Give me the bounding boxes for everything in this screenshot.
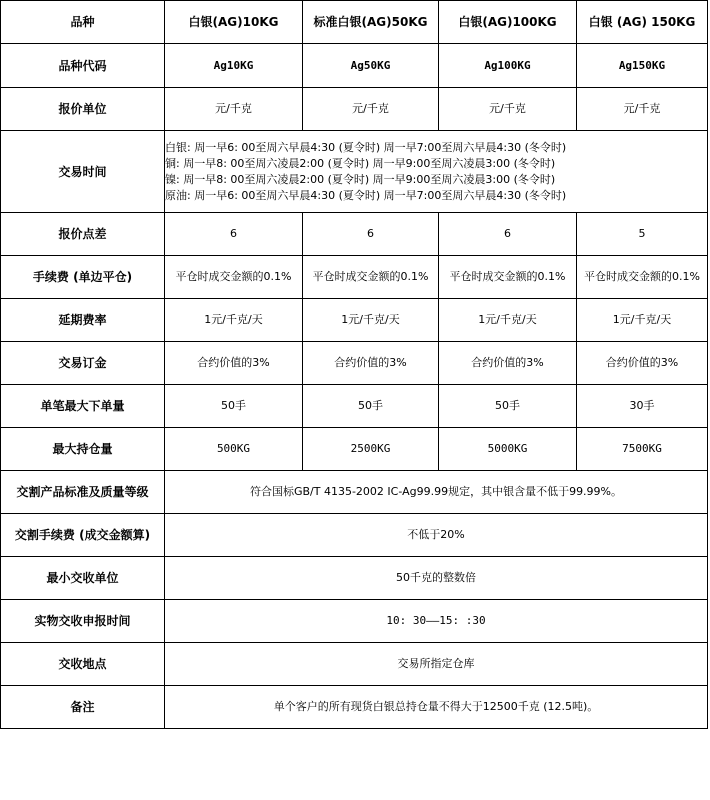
product-code: Ag10KG <box>165 44 303 88</box>
max-position-value: 2500KG <box>303 428 439 471</box>
row-delivery-request-time <box>1 600 708 643</box>
margin-value: 合约价值的3% <box>303 342 439 385</box>
deferral-fee-value: 1元/千克/天 <box>303 299 439 342</box>
trading-hours-line: 白银: 周一早6: 00至周六早晨4:30 (夏令时) 周一早7:00至周六早晨4:30 (冬令时) <box>165 140 567 154</box>
label-deferral-fee: 延期费率 <box>1 299 165 342</box>
label-min-delivery-unit: 最小交收单位 <box>1 557 165 600</box>
max-order-value: 50手 <box>165 385 303 428</box>
product-name: 白银 (AG) 150KG <box>577 1 708 44</box>
commission-value: 平仓时成交金额的0.1% <box>165 256 303 299</box>
row-remarks <box>1 686 708 729</box>
trading-hours-cell <box>165 131 708 213</box>
max-position-value: 500KG <box>165 428 303 471</box>
row-quote-unit <box>1 88 708 131</box>
deferral-fee-value: 1元/千克/天 <box>165 299 303 342</box>
label-spread: 报价点差 <box>1 213 165 256</box>
product-code: Ag50KG <box>303 44 439 88</box>
product-name: 标准白银(AG)50KG <box>303 1 439 44</box>
label-delivery-standard: 交割产品标准及质量等级 <box>1 471 165 514</box>
margin-value: 合约价值的3% <box>577 342 708 385</box>
max-position-value: 7500KG <box>577 428 708 471</box>
spread-value: 6 <box>165 213 303 256</box>
product-code: Ag100KG <box>439 44 577 88</box>
row-spread <box>1 213 708 256</box>
product-code: Ag150KG <box>577 44 708 88</box>
remarks-value: 单个客户的所有现货白银总持仓量不得大于12500千克 (12.5吨)。 <box>165 686 708 729</box>
label-trading-hours: 交易时间 <box>1 131 165 213</box>
spread-value: 6 <box>439 213 577 256</box>
label-commission: 手续费 (单边平仓) <box>1 256 165 299</box>
quote-unit-value: 元/千克 <box>439 88 577 131</box>
delivery-standard-value: 符合国标GB/T 4135-2002 IC-Ag99.99规定，其中银含量不低于99.99%。 <box>165 471 708 514</box>
quote-unit-value: 元/千克 <box>303 88 439 131</box>
delivery-request-time-value: 10: 30——15: :30 <box>165 600 708 643</box>
row-product-code <box>1 44 708 88</box>
commission-value: 平仓时成交金额的0.1% <box>303 256 439 299</box>
max-order-value: 30手 <box>577 385 708 428</box>
product-name: 白银(AG)100KG <box>439 1 577 44</box>
row-margin <box>1 342 708 385</box>
max-order-value: 50手 <box>303 385 439 428</box>
label-max-order: 单笔最大下单量 <box>1 385 165 428</box>
label-remarks: 备注 <box>1 686 165 729</box>
quote-unit-value: 元/千克 <box>577 88 708 131</box>
label-margin: 交易订金 <box>1 342 165 385</box>
label-product-code: 品种代码 <box>1 44 165 88</box>
margin-value: 合约价值的3% <box>439 342 577 385</box>
row-commission <box>1 256 708 299</box>
product-name: 白银(AG)10KG <box>165 1 303 44</box>
max-position-value: 5000KG <box>439 428 577 471</box>
spread-value: 6 <box>303 213 439 256</box>
quote-unit-value: 元/千克 <box>165 88 303 131</box>
row-delivery-fee <box>1 514 708 557</box>
label-delivery-fee: 交割手续费 (成交金额算) <box>1 514 165 557</box>
row-product <box>1 1 708 44</box>
label-max-position: 最大持仓量 <box>1 428 165 471</box>
row-delivery-location <box>1 643 708 686</box>
label-quote-unit: 报价单位 <box>1 88 165 131</box>
label-delivery-request-time: 实物交收申报时间 <box>1 600 165 643</box>
row-max-order <box>1 385 708 428</box>
deferral-fee-value: 1元/千克/天 <box>439 299 577 342</box>
trading-hours-line: 原油: 周一早6: 00至周六早晨4:30 (夏令时) 周一早7:00至周六早晨4:30 (冬令时) <box>165 188 567 202</box>
commission-value: 平仓时成交金额的0.1% <box>577 256 708 299</box>
row-trading-hours <box>1 131 708 213</box>
min-delivery-unit-value: 50千克的整数倍 <box>165 557 708 600</box>
label-delivery-location: 交收地点 <box>1 643 165 686</box>
row-max-position <box>1 428 708 471</box>
deferral-fee-value: 1元/千克/天 <box>577 299 708 342</box>
commission-value: 平仓时成交金额的0.1% <box>439 256 577 299</box>
delivery-location-value: 交易所指定仓库 <box>165 643 708 686</box>
delivery-fee-value: 不低于20% <box>165 514 708 557</box>
trading-hours-line: 镍: 周一早8: 00至周六凌晨2:00 (夏令时) 周一早9:00至周六凌晨3:00 (冬令时) <box>165 172 556 186</box>
row-delivery-standard <box>1 471 708 514</box>
margin-value: 合约价值的3% <box>165 342 303 385</box>
max-order-value: 50手 <box>439 385 577 428</box>
label-product: 品种 <box>1 1 165 44</box>
trading-hours-line: 铜: 周一早8: 00至周六凌晨2:00 (夏令时) 周一早9:00至周六凌晨3:00 (冬令时) <box>165 156 556 170</box>
spread-value: 5 <box>577 213 708 256</box>
row-min-delivery-unit <box>1 557 708 600</box>
row-deferral-fee <box>1 299 708 342</box>
